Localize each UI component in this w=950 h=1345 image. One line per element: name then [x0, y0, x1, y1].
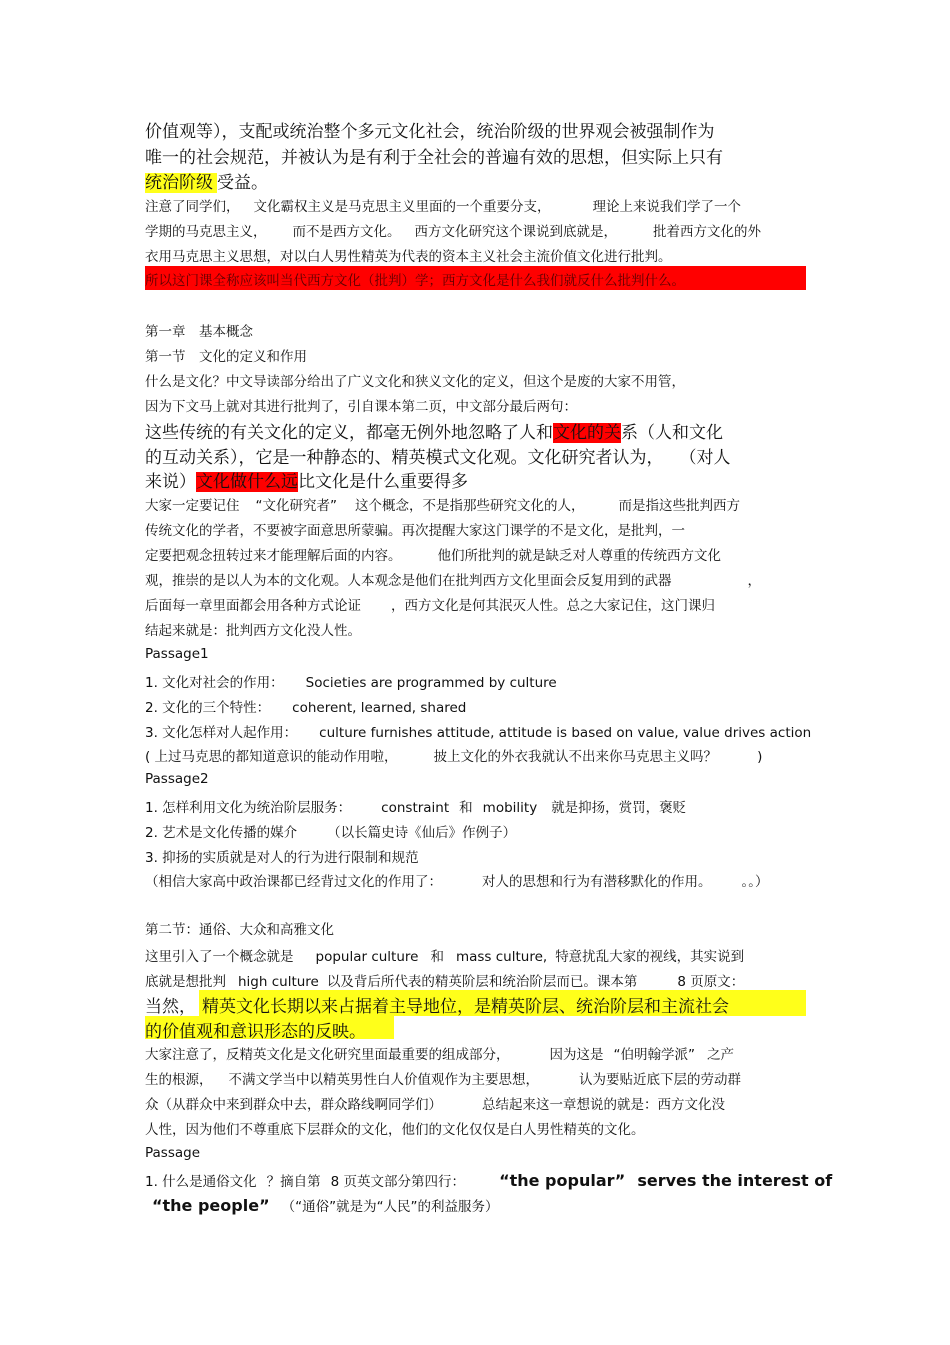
text-span: 8 页英文部分第四行：: [330, 1174, 466, 1190]
text-line: [145, 970, 744, 990]
text-line: 价值观等），支配或统治整个多元文化社会，统治阶级的世界观会被强制作为: [145, 122, 715, 142]
text-span: 以及背后所代表的精英阶层和统治阶层而已。课本第: [326, 974, 638, 990]
text-line: [145, 544, 721, 564]
list-item: [145, 821, 516, 841]
yellow-highlight: 统治阶级: [145, 173, 217, 193]
text-span: 西方文化研究这个课说到底就是，: [414, 224, 617, 240]
text-span: 和: [459, 800, 473, 816]
text-span: 3. 文化怎样对人起作用：: [145, 725, 298, 741]
text-span: 学期的马克思主义，: [145, 224, 267, 240]
text-span: ”: [614, 1171, 626, 1190]
text-line: 传统文化的学者，不要被字面意思所蒙骗。再次提醒大家这门课学的不是文化，是批判，一: [145, 523, 685, 539]
text-line: [145, 745, 762, 765]
text-span: mobility: [482, 800, 538, 816]
text-span: 当然，: [145, 997, 196, 1017]
text-span: 认为要贴近底下层的劳动群: [579, 1072, 741, 1088]
text-span: 定要把观念扭转过来才能理解后面的内容。: [145, 548, 402, 564]
text-line: [145, 220, 761, 240]
text-span: 而是指这些批判西方: [618, 498, 740, 514]
section-heading: 第二节：通俗、大众和高雅文化: [145, 922, 334, 938]
text-span: 因为这是: [549, 1047, 604, 1063]
text-span: 和: [430, 949, 444, 965]
text-span: mass culture,: [455, 949, 548, 965]
text-span: 观，推崇的是以人为本的文化观。人本观念是他们在批判西方文化里面会反复用到的武器: [145, 573, 672, 589]
text-span: 系（人和文化: [621, 423, 723, 443]
text-span: popular culture: [315, 949, 419, 965]
text-span: 这里引入了一个概念就是: [145, 949, 294, 965]
text-span: 而不是西方文化。: [292, 224, 401, 240]
text-span: 这个概念，不是指那些研究文化的人，: [355, 498, 585, 514]
text-span: 注意了同学们，: [145, 199, 240, 215]
text-span: 文化霸权主义是马克思主义里面的一个重要分支，: [253, 199, 551, 215]
text-span: 大家注意了，反精英文化是文化研究里面最重要的组成部分，: [145, 1047, 510, 1063]
text-span: coherent, learned, shared: [292, 700, 467, 716]
text-span: ( 上过马克思的都知道意识的能动作用啦，: [145, 749, 398, 765]
text-span: 2. 文化的三个特性：: [145, 700, 271, 716]
text-span: 不满文学当中以精英男性白人价值观作为主要思想，: [228, 1072, 539, 1088]
text-span: “文化研究者”: [255, 498, 337, 514]
text-line: [152, 1195, 499, 1215]
text-span: “: [152, 1196, 163, 1215]
text-span: the people: [162, 1196, 260, 1215]
text-line: 衣用马克思主义思想，对以白人男性精英为代表的资本主义社会主流价值文化进行批判。: [145, 249, 672, 265]
text-span: （“通俗”就是为“人民”的利益服务）: [281, 1199, 499, 1215]
text-span: 受益。: [217, 173, 268, 193]
text-span: （以长篇史诗《仙后》作例子）: [327, 825, 517, 841]
text-span: ？摘自第: [266, 1174, 321, 1190]
text-line: [145, 494, 740, 514]
chapter-heading: 第一章 基本概念: [145, 324, 253, 340]
text-span: （相信大家高中政治课都已经背过文化的作用了：: [145, 874, 442, 890]
text-span: 这些传统的有关文化的定义，都毫无例外地忽略了人和: [145, 423, 553, 443]
text-span: 批着西方文化的外: [653, 224, 761, 240]
text-span: 8 页原文：: [677, 974, 745, 990]
text-span: 大家一定要记住: [145, 498, 240, 514]
text-span: 披上文化的外衣我就认不出来你马克思主义吗？: [433, 749, 718, 765]
list-item: [145, 796, 686, 816]
text-line: [145, 467, 468, 492]
text-span: ): [757, 749, 763, 765]
text-line: 什么是文化？中文导读部分给出了广义文化和狭义文化的定义，但这个是废的大家不用管，: [145, 374, 685, 390]
text-line: [145, 870, 769, 890]
text-span: 。。）: [741, 874, 769, 890]
text-span: 后面每一章里面都会用各种方式论证: [145, 598, 361, 614]
text-span: ，西方文化是何其泯灭人性。总之大家记住，这门课归: [391, 598, 715, 614]
text-span: 总结起来这一章想说的就是：西方文化没: [482, 1097, 725, 1113]
text-line: [145, 1068, 741, 1088]
text-span: 的互动关系），它是一种静态的、精英模式文化观。文化研究者认为，: [145, 448, 664, 468]
text-line: 唯一的社会规范，并被认为是有利于全社会的普遍有效的思想，但实际上只有: [145, 148, 723, 168]
red-highlight: 文化的关: [553, 423, 621, 443]
text-span: 特意扰乱大家的视线，其实说到: [555, 949, 745, 965]
text-line: 的价值观和意识形态的反映。: [145, 1022, 366, 1042]
text-span: 对人的思想和行为有潜移默化的作用。: [482, 874, 712, 890]
text-span: “the popular: [499, 1171, 615, 1190]
passage-heading: Passage2: [145, 771, 209, 787]
passage-heading: Passage: [145, 1145, 201, 1161]
text-span: 1. 文化对社会的作用：: [145, 675, 284, 691]
text-line: [145, 418, 723, 443]
text-span: Societies are programmed by culture: [305, 675, 557, 691]
text-span: 他们所批判的就是缺乏对人尊重的传统西方文化: [437, 548, 721, 564]
text-line: [145, 1043, 734, 1063]
passage-heading: Passage1: [145, 646, 209, 662]
text-span: 之产: [707, 1047, 734, 1063]
text-line: [145, 945, 744, 965]
text-span: 1. 什么是通俗文化: [145, 1174, 257, 1190]
text-span: 众（从群众中来到群众中去，群众路线啊同学们）: [145, 1097, 442, 1113]
text-line: [145, 195, 741, 215]
text-span: 底就是想批判: [145, 974, 226, 990]
text-span: 1. 怎样利用文化为统治阶层服务：: [145, 800, 352, 816]
text-line: [145, 992, 729, 1017]
text-span: high culture: [238, 974, 319, 990]
red-highlight: 文化做什么远: [196, 472, 298, 492]
text-line: [145, 1093, 725, 1113]
text-line: [145, 443, 731, 468]
text-line: [145, 168, 268, 193]
text-span: 精英文化长期以来占据着主导地位，是精英阶层、统治阶层和主流社会: [202, 997, 729, 1017]
text-span: culture furnishes attitude, attitude is based on value, value drives action: [319, 725, 812, 741]
text-line: 人性，因为他们不尊重底下层群众的文化，他们的文化仅仅是白人男性精英的文化。: [145, 1122, 645, 1138]
text-span: 生的根源，: [145, 1072, 213, 1088]
list-item: [145, 671, 557, 691]
text-span: serves the interest of: [637, 1171, 833, 1190]
text-span: ，: [747, 573, 761, 589]
list-item: [145, 721, 811, 741]
text-span: “伯明翰学派”: [613, 1047, 695, 1063]
text-span: 2. 艺术是文化传播的媒介: [145, 825, 298, 841]
list-item: 3. 抑扬的实质就是对人的行为进行限制和规范: [145, 850, 419, 866]
text-span: （对人: [679, 448, 731, 468]
list-item: [145, 1170, 832, 1190]
text-span: 就是抑扬，赏罚，褒贬: [551, 800, 687, 816]
text-line: [145, 594, 715, 614]
section-heading: 第一节 文化的定义和作用: [145, 349, 307, 365]
text-span: 理论上来说我们学了一个: [592, 199, 741, 215]
text-span: 来说）: [145, 472, 196, 492]
text-line: 所以这门课全称应该叫当代西方文化（批判）学；西方文化是什么我们就反什么批判什么。: [145, 273, 685, 289]
list-item: [145, 696, 466, 716]
text-span: constraint: [381, 800, 450, 816]
text-line: 因为下文马上就对其进行批判了，引自课本第二页，中文部分最后两句：: [145, 399, 577, 415]
text-line: [145, 569, 761, 589]
text-span: 比文化是什么重要得多: [298, 472, 468, 492]
text-span: ”: [259, 1196, 270, 1215]
text-line: 结起来就是：批判西方文化没人性。: [145, 623, 361, 639]
